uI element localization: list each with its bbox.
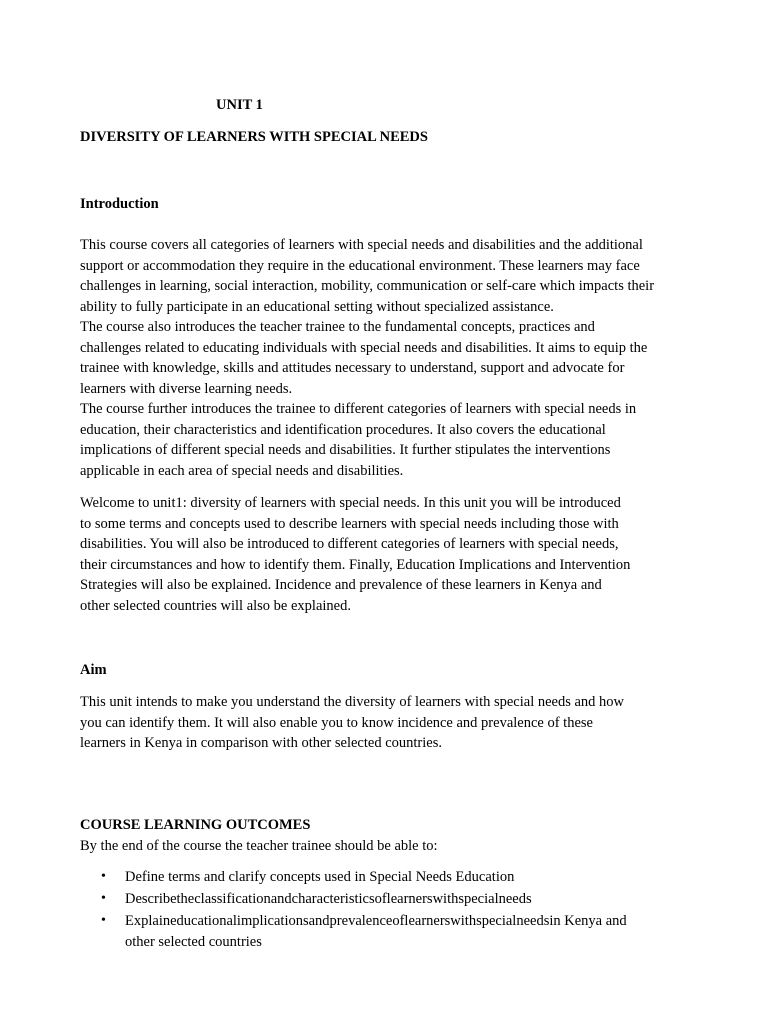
text-line: Welcome to unit1: diversity of learners with special needs. In this unit you will be introduced xyxy=(80,495,621,511)
unit-title: UNIT 1 xyxy=(216,97,263,113)
main-heading: DIVERSITY OF LEARNERS WITH SPECIAL NEEDS xyxy=(80,129,428,145)
text-line: learners with diverse learning needs. xyxy=(80,380,293,397)
text-line: Strategies will also be explained. Incidence and prevalence of these learners in Kenya and xyxy=(80,577,602,593)
outcomes-intro: By the end of the course the teacher trainee should be able to: xyxy=(80,838,438,854)
text-line: education, their characteristics and identification procedures. It also covers the educational xyxy=(80,421,606,438)
bullet-icon: • xyxy=(101,869,106,884)
list-item xyxy=(80,889,627,910)
text-line: other selected countries will also be explained. xyxy=(80,597,351,614)
text-line: ability to fully participate in an educational setting without specialized assistance. xyxy=(80,298,554,315)
text-line: The course also introduces the teacher trainee to the fundamental concepts, practices and xyxy=(80,319,595,335)
introduction-paragraph-2 xyxy=(80,493,630,616)
text-line: disabilities. You will also be introduced to different categories of learners with special needs, xyxy=(80,536,619,552)
aim-paragraph xyxy=(80,692,624,754)
text-line: implications of different special needs and disabilities. It further stipulates the interventions xyxy=(80,442,611,458)
text-line: This unit intends to make you understand the diversity of learners with special needs and how xyxy=(80,694,625,710)
text-line: their circumstances and how to identify them. Finally, Education Implications and Intervention xyxy=(80,556,631,573)
bullet-icon: • xyxy=(101,891,106,906)
list-item-text: Describetheclassificationandcharacteristicsoflearnerswithspecialneeds xyxy=(125,891,532,907)
text-line: challenges related to educating individuals with special needs and disabilities. It aims to equip the xyxy=(80,339,648,356)
introduction-heading: Introduction xyxy=(80,196,159,212)
text-line: The course further introduces the trainee to different categories of learners with special needs in xyxy=(80,401,637,417)
list-item-text: Explaineducationalimplicationsandprevalenceoflearnerswithspecialneedsin Kenya and xyxy=(125,913,627,929)
outcomes-list xyxy=(80,867,627,954)
text-line: This course covers all categories of learners with special needs and disabilities and the additional xyxy=(80,237,643,253)
bullet-icon: • xyxy=(101,913,106,928)
outcomes-heading: COURSE LEARNING OUTCOMES xyxy=(80,817,311,833)
text-line: trainee with knowledge, skills and attitudes necessary to understand, support and advocate for xyxy=(80,360,625,376)
text-line: applicable in each area of special needs and disabilities. xyxy=(80,462,404,479)
aim-heading: Aim xyxy=(80,662,107,678)
list-item-text: other selected countries xyxy=(125,933,262,950)
text-line: challenges in learning, social interaction, mobility, communication or self-care which impacts their xyxy=(80,278,655,294)
list-item-text: Define terms and clarify concepts used in Special Needs Education xyxy=(125,869,515,885)
text-line: support or accommodation they require in the educational environment. These learners may face xyxy=(80,257,640,274)
text-line: you can identify them. It will also enable you to know incidence and prevalence of these xyxy=(80,714,593,731)
text-line: to some terms and concepts used to describe learners with special needs including those with xyxy=(80,515,619,532)
list-item xyxy=(80,911,627,952)
text-line: learners in Kenya in comparison with other selected countries. xyxy=(80,735,442,751)
list-item xyxy=(80,867,627,888)
introduction-paragraph-1 xyxy=(80,235,654,481)
